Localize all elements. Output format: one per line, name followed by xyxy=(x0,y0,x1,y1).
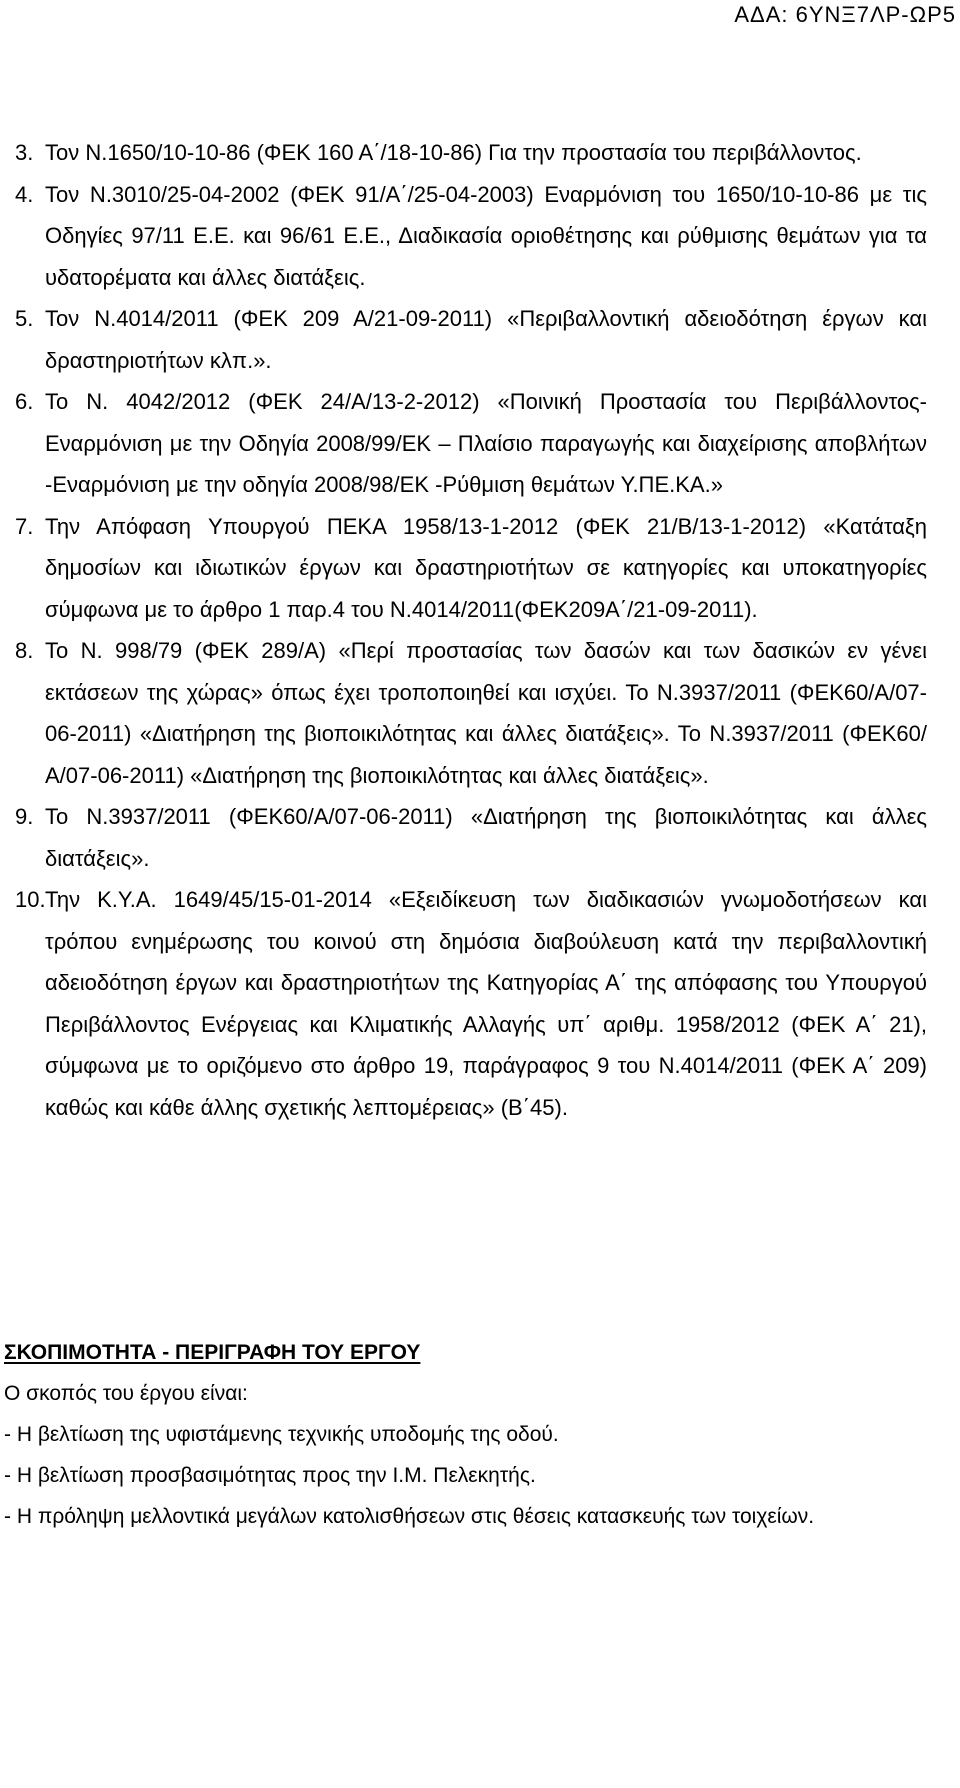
item-number: 8. xyxy=(15,638,34,663)
item-text: Τον Ν.1650/10-10-86 (ΦΕΚ 160 Α΄/18-10-86) Για την προστασία του περιβάλλοντος. xyxy=(45,140,862,165)
list-item xyxy=(15,506,927,631)
item-number: 10. xyxy=(15,887,46,912)
list-item xyxy=(15,132,927,174)
item-text: Τον Ν.3010/25-04-2002 (ΦΕΚ 91/Α΄/25-04-2003) Εναρμόνιση του 1650/10-10-86 με τις Οδηγίες 97/11 Ε.Ε. και 96/61 Ε.Ε., Διαδικασία οριοθέτησης και ρύθμισης θεμάτων για τα υδατορέματα και άλλες διατάξεις. xyxy=(45,181,927,290)
item-text: Το Ν. 4042/2012 (ΦΕΚ 24/Α/13-2-2012) «Ποινική Προστασία του Περιβάλλοντος-Εναρμόνιση με την Οδηγία 2008/99/ΕΚ – Πλαίσιο παραγωγής και διαχείρισης αποβλήτων -Εναρμόνιση με την οδηγία 2008/98/ΕΚ -Ρύθμιση θεμάτων Υ.ΠΕ.ΚΑ.» xyxy=(45,389,927,497)
bullet-item: - Η βελτίωση προσβασιμότητας προς την Ι.Μ. Πελεκητής. xyxy=(4,1464,536,1487)
item-text: Την Κ.Υ.Α. 1649/45/15-01-2014 «Εξειδίκευση των διαδικασιών γνωμοδοτήσεων και τρόπου ενημέρωσης του κοινού στη δημόσια διαβούλευση κατά την περιβαλλοντική αδειοδότηση έργων και δραστηριοτήτων της Κατηγορίας Α΄ της απόφασης του Υπουργού Περιβάλλοντος Ενέργειας και Κλιματικής Αλλαγής υπ΄ αριθμ. 1958/2012 (ΦΕΚ Α΄ 21), σύμφωνα με το οριζόμενο στο άρθρο 19, παράγραφος 9 του Ν.4014/2011 (ΦΕΚ Α΄ 209) καθώς και κάθε άλλης σχετικής λεπτομέρειας» (Β΄45). xyxy=(45,887,927,1120)
item-text: Την Απόφαση Υπουργού ΠΕΚΑ 1958/13-1-2012 (ΦΕΚ 21/Β/13-1-2012) «Κατάταξη δημοσίων και ιδιωτικών έργων και δραστηριοτήτων σε κατηγορίες και υποκατηγορίες σύμφωνα με το άρθρο 1 παρ.4 του Ν.4014/2011(ΦΕΚ209Α΄/21-09-2011). xyxy=(45,513,927,622)
bullet-item: - Η πρόληψη μελλοντικά μεγάλων κατολισθήσεων στις θέσεις κατασκευής των τοιχείων. xyxy=(4,1505,815,1528)
list-item xyxy=(15,381,927,506)
section-title: ΣΚΟΠΙΜΟΤΗΤΑ - ΠΕΡΙΓΡΑΦΗ ΤΟΥ ΕΡΓΟΥ xyxy=(4,1341,421,1364)
list-item xyxy=(15,796,927,879)
list-item xyxy=(15,879,927,1128)
bullet-item: - Η βελτίωση της υφιστάμενης τεχνικής υποδομής της οδού. xyxy=(4,1423,559,1446)
item-text: Το Ν. 998/79 (ΦΕΚ 289/Α) «Περί προστασίας των δασών και των δασικών εν γένει εκτάσεων της χώρας» όπως έχει τροποποιηθεί και ισχύει. Το Ν.3937/2011 (ΦΕΚ60/Α/07-06-2011) «Διατήρηση της βιοποικιλότητας και άλλες διατάξεις». Το Ν.3937/2011 (ΦΕΚ60/Α/07-06-2011) «Διατήρηση της βιοποικιλότητας και άλλες διατάξεις». xyxy=(45,638,927,788)
list-item xyxy=(15,630,927,796)
legal-references-list xyxy=(15,132,927,1128)
document-id-header: ΑΔΑ: 6ΥΝΞ7ΛΡ-ΩΡ5 xyxy=(734,2,956,27)
item-number: 7. xyxy=(15,513,34,539)
item-text: Τον Ν.4014/2011 (ΦΕΚ 209 Α/21-09-2011) «Περιβαλλοντική αδειοδότηση έργων και δραστηριοτήτων κλπ.». xyxy=(45,306,927,373)
item-text: Το Ν.3937/2011 (ΦΕΚ60/Α/07-06-2011) «Διατήρηση της βιοποικιλότητας και άλλες διατάξεις». xyxy=(45,804,927,871)
item-number: 9. xyxy=(15,804,34,829)
item-number: 4. xyxy=(15,181,34,207)
purpose-section xyxy=(4,1332,924,1537)
section-intro: Ο σκοπός του έργου είναι: xyxy=(4,1382,248,1405)
item-number: 5. xyxy=(15,306,34,331)
list-item xyxy=(15,174,927,299)
list-item xyxy=(15,298,927,381)
item-number: 6. xyxy=(15,389,34,414)
item-number: 3. xyxy=(15,140,34,165)
